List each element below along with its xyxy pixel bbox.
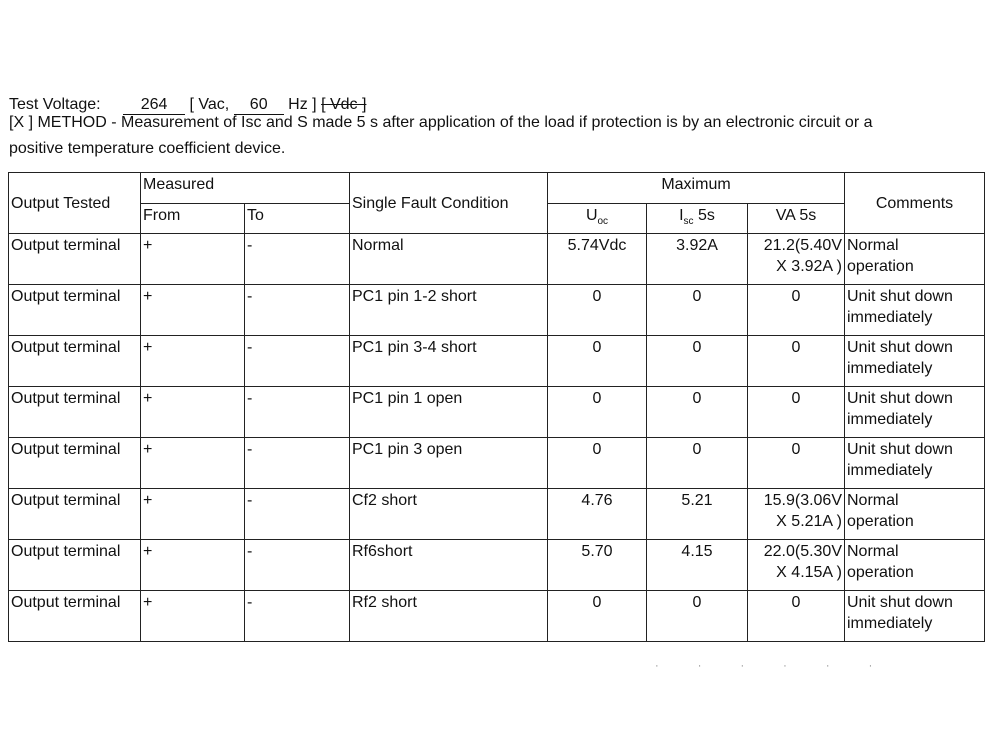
cell-to: - (245, 336, 350, 387)
vac-label: [ Vac, (189, 96, 230, 113)
cell-to: - (245, 285, 350, 336)
cell-condition: Normal (350, 234, 548, 285)
cell-comments-line2: immediately (847, 462, 933, 480)
cell-isc: 0 (647, 285, 748, 336)
cell-isc: 3.92A (647, 234, 748, 285)
method-line: [X ] METHOD - Measurement of Isc and S made 5 s after application of the load if protection is by an electronic circuit or a (9, 114, 873, 131)
cell-comments-line1: Unit shut down (847, 390, 953, 408)
test-voltage-label: Test Voltage: (9, 96, 101, 113)
cell-va-line2: X 4.15A ) (776, 564, 842, 582)
cell-to: - (245, 387, 350, 438)
header-va: VA 5s (748, 204, 845, 234)
cell-comments-line2: operation (847, 513, 914, 531)
cell-comments-line2: immediately (847, 309, 933, 327)
cell-comments (845, 387, 985, 438)
table-row (9, 438, 985, 489)
table-row (9, 489, 985, 540)
cell-isc: 0 (647, 591, 748, 642)
method-line-2: positive temperature coefficient device. (9, 140, 286, 157)
cell-isc: 4.15 (647, 540, 748, 591)
cell-va-line1: 0 (791, 288, 801, 306)
cell-va-line1: 0 (791, 339, 801, 357)
cell-va-line1: 21.2(5.40V (763, 237, 842, 255)
cell-comments-line1: Unit shut down (847, 594, 953, 612)
cell-output: Output terminal (9, 234, 141, 285)
cell-condition: PC1 pin 3-4 short (350, 336, 548, 387)
cell-from: + (141, 285, 245, 336)
header-uoc-sub: oc (597, 216, 609, 228)
header-isc-sub: sc (683, 216, 694, 228)
cell-from: + (141, 591, 245, 642)
table-header-row (9, 173, 985, 204)
cell-va-line2: X 3.92A ) (776, 258, 842, 276)
cell-comments (845, 234, 985, 285)
cell-comments-line1: Normal (847, 237, 899, 255)
cell-from: + (141, 540, 245, 591)
cell-comments-line1: Normal (847, 543, 899, 561)
cell-comments-line1: Unit shut down (847, 288, 953, 306)
cell-comments (845, 285, 985, 336)
cell-comments-line2: immediately (847, 360, 933, 378)
cell-comments (845, 489, 985, 540)
frequency-value: 60 (234, 96, 284, 115)
cell-va (748, 540, 845, 591)
table-row (9, 234, 985, 285)
cell-condition: Rf2 short (350, 591, 548, 642)
cell-comments (845, 336, 985, 387)
cell-comments-line1: Normal (847, 492, 899, 510)
header-uoc-main: U (585, 207, 598, 224)
cell-from: + (141, 336, 245, 387)
cell-to: - (245, 591, 350, 642)
table-row (9, 591, 985, 642)
cell-va (748, 336, 845, 387)
cell-comments (845, 438, 985, 489)
table-row (9, 540, 985, 591)
header-single-fault-condition: Single Fault Condition (350, 173, 548, 234)
header-from: From (141, 204, 245, 234)
cell-va (748, 591, 845, 642)
header-maximum: Maximum (548, 173, 845, 204)
cell-uoc: 5.70 (548, 540, 647, 591)
cell-comments-line2: operation (847, 564, 914, 582)
table-row (9, 336, 985, 387)
cell-to: - (245, 489, 350, 540)
hz-label: Hz ] (288, 96, 317, 113)
cell-from: + (141, 438, 245, 489)
cell-comments (845, 540, 985, 591)
header-isc-main: I (679, 207, 684, 224)
cell-uoc: 0 (548, 336, 647, 387)
test-voltage-line (9, 96, 366, 115)
cell-comments-line2: operation (847, 258, 914, 276)
cell-uoc: 4.76 (548, 489, 647, 540)
cell-condition: Cf2 short (350, 489, 548, 540)
cell-output: Output terminal (9, 489, 141, 540)
cell-output: Output terminal (9, 336, 141, 387)
cell-va (748, 234, 845, 285)
cell-uoc: 0 (548, 387, 647, 438)
fault-test-table (8, 172, 985, 642)
table-row (9, 285, 985, 336)
cell-uoc: 0 (548, 285, 647, 336)
cell-va (748, 489, 845, 540)
cell-uoc: 0 (548, 591, 647, 642)
cell-output: Output terminal (9, 540, 141, 591)
vdc-struck-label: [ Vdc ] (321, 96, 367, 113)
table-row (9, 387, 985, 438)
cell-comments-line1: Unit shut down (847, 339, 953, 357)
cell-isc: 5.21 (647, 489, 748, 540)
voltage-value: 264 (123, 96, 185, 115)
cell-comments-line2: immediately (847, 615, 933, 633)
cell-va-line1: 0 (791, 390, 801, 408)
cell-va (748, 387, 845, 438)
cell-from: + (141, 387, 245, 438)
cell-va-line1: 0 (791, 594, 801, 612)
header-uoc (548, 204, 647, 234)
cell-from: + (141, 234, 245, 285)
header-to: To (245, 204, 350, 234)
header-measured: Measured (141, 173, 350, 204)
cell-to: - (245, 234, 350, 285)
cell-va-line2: X 5.21A ) (776, 513, 842, 531)
header-output-tested: Output Tested (9, 173, 141, 234)
cell-va (748, 438, 845, 489)
cell-comments (845, 591, 985, 642)
cell-condition: PC1 pin 1-2 short (350, 285, 548, 336)
header-comments: Comments (845, 173, 985, 234)
cell-va-line1: 15.9(3.06V (763, 492, 842, 510)
cell-uoc: 5.74Vdc (548, 234, 647, 285)
cell-output: Output terminal (9, 285, 141, 336)
cell-to: - (245, 540, 350, 591)
scan-specks: · · · · · · (655, 660, 891, 672)
header-isc-suffix: 5s (693, 207, 715, 224)
cell-comments-line2: immediately (847, 411, 933, 429)
cell-va-line1: 22.0(5.30V (763, 543, 842, 561)
cell-condition: PC1 pin 3 open (350, 438, 548, 489)
cell-condition: PC1 pin 1 open (350, 387, 548, 438)
cell-output: Output terminal (9, 591, 141, 642)
cell-isc: 0 (647, 387, 748, 438)
cell-isc: 0 (647, 438, 748, 489)
header-isc (647, 204, 748, 234)
cell-output: Output terminal (9, 387, 141, 438)
cell-va (748, 285, 845, 336)
cell-output: Output terminal (9, 438, 141, 489)
cell-from: + (141, 489, 245, 540)
cell-uoc: 0 (548, 438, 647, 489)
cell-va-line1: 0 (791, 441, 801, 459)
cell-condition: Rf6short (350, 540, 548, 591)
cell-comments-line1: Unit shut down (847, 441, 953, 459)
cell-isc: 0 (647, 336, 748, 387)
cell-to: - (245, 438, 350, 489)
